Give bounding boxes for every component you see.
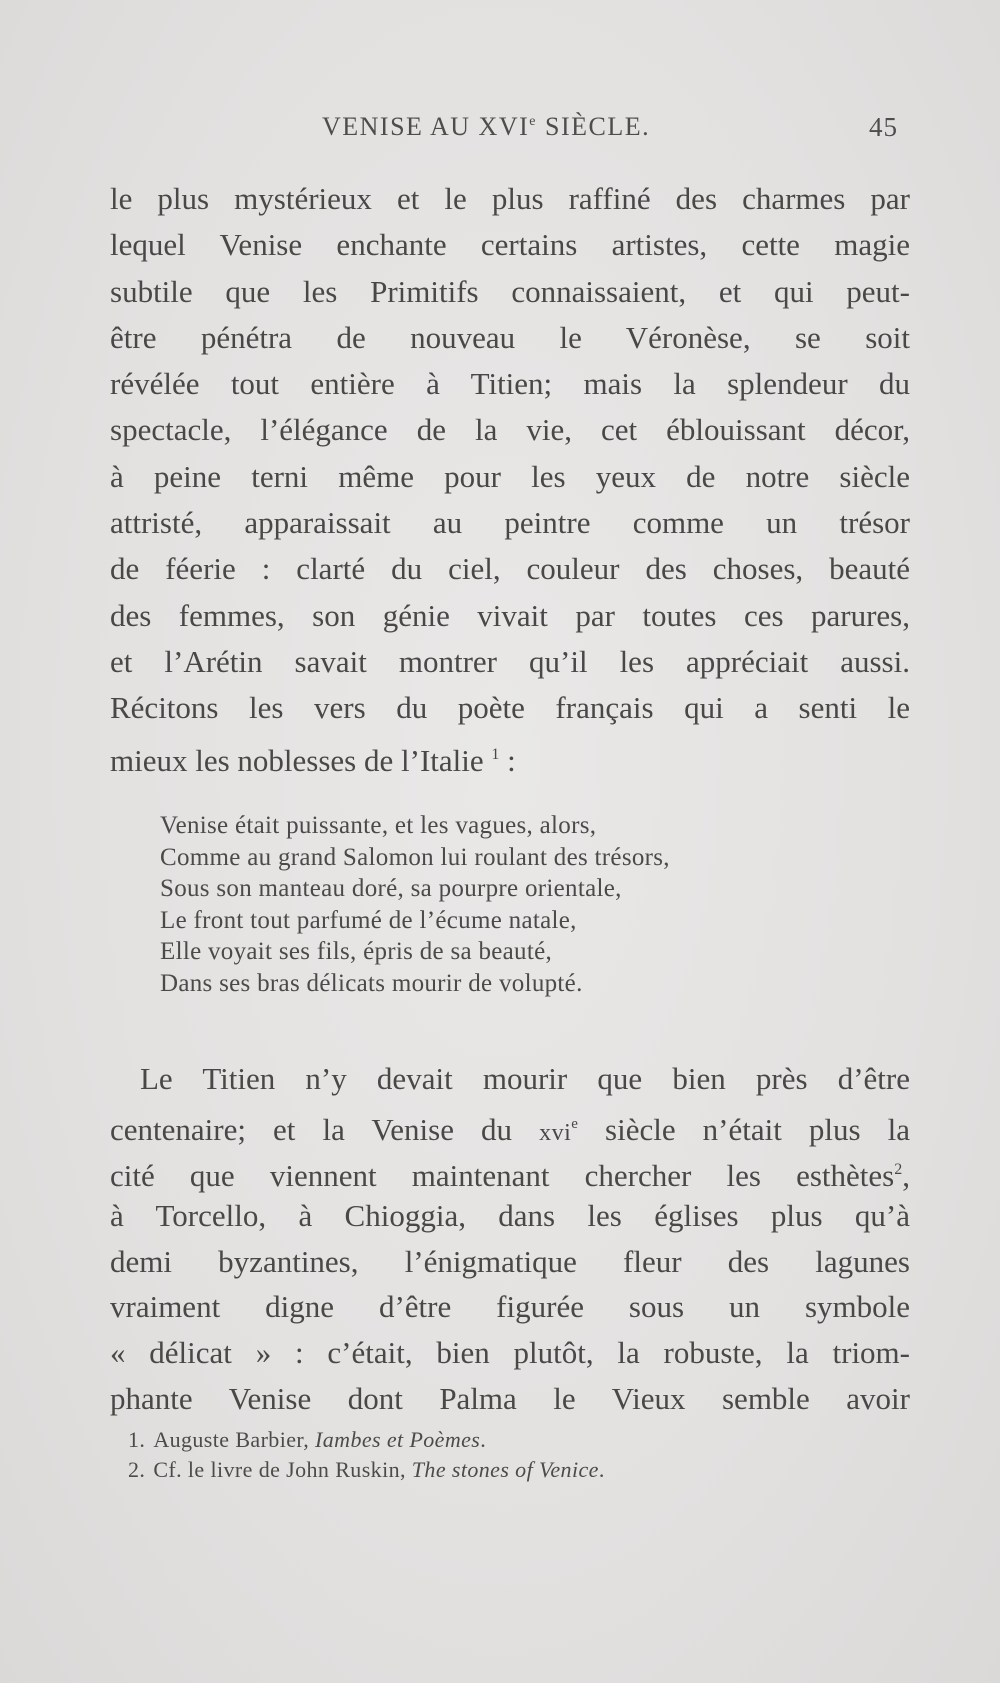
running-head	[110, 112, 910, 152]
text-line: de féerie : clarté du ciel, couleur des choses, beauté	[110, 551, 910, 587]
footnote-1	[128, 1425, 888, 1455]
century-small-caps: xvi	[539, 1119, 572, 1146]
text-line: à Torcello, à Chioggia, dans les églises plus qu’à	[110, 1198, 910, 1234]
running-title-text: VENISE AU XVI	[322, 112, 530, 141]
paragraph-2	[110, 1056, 910, 1422]
last-line-text: mieux les noblesses de l’Italie	[110, 742, 484, 778]
running-title-superscript: e	[529, 114, 537, 129]
footnote-title: Iambes et Poèmes	[315, 1427, 481, 1452]
text-line: « délicat » : c’était, bien plutôt, la robuste, la triom-	[110, 1335, 910, 1371]
text-line: Récitons les vers du poète français qui a senti le	[110, 690, 910, 726]
line-segment: cité que viennent maintenant chercher les esthètes	[110, 1158, 895, 1194]
verse: Dans ses bras délicats mourir de volupté.	[160, 969, 583, 997]
text-line: à peine terni même pour les yeux de notre siècle	[110, 458, 910, 494]
footnote-end: .	[480, 1427, 487, 1452]
text-line: Le Titien n’y devait mourir que bien près d’être	[140, 1061, 910, 1096]
text-line: des femmes, son génie vivait par toutes ces parures,	[110, 597, 910, 633]
text-line: et l’Arétin savait montrer qu’il les appréciait aussi.	[110, 643, 910, 679]
page-number: 45	[869, 112, 898, 142]
text-line: phante Venise dont Palma le Vieux semble avoir	[110, 1380, 910, 1416]
text-line: vraiment digne d’être figurée sous un symbole	[110, 1289, 910, 1325]
footnote-2	[128, 1455, 888, 1485]
text-line: lequel Venise enchante certains artistes, cette magie	[110, 227, 910, 263]
footnote-text: Auguste Barbier,	[153, 1427, 316, 1452]
line-segment: siècle n’était plus la	[577, 1111, 910, 1147]
line-segment: ,	[902, 1158, 910, 1194]
footnotes	[128, 1425, 888, 1485]
footnote-text: Cf. le livre de John Ruskin,	[153, 1457, 412, 1482]
footnote-number: 2.	[128, 1457, 146, 1482]
footnote-ref-2: 2	[894, 1161, 903, 1179]
verse: Le front tout parfumé de l’écume natale,	[160, 906, 577, 934]
text-line	[110, 1102, 910, 1148]
paragraph-1	[110, 176, 910, 778]
verse: Comme au grand Salomon lui roulant des trésors,	[160, 843, 670, 871]
verse: Sous son manteau doré, sa pourpre orientale,	[160, 875, 622, 903]
last-line-end: :	[499, 742, 516, 778]
verse: Venise était puissante, et les vagues, alors,	[160, 812, 597, 839]
footnote-ref-1: 1	[491, 745, 500, 763]
poem-quotation	[160, 810, 860, 1000]
text-line	[110, 1147, 910, 1193]
running-title-end: SIÈCLE.	[536, 112, 651, 141]
running-title	[322, 112, 650, 142]
text-line: subtile que les Primitifs connaissaient, et qui peut-	[110, 273, 910, 309]
footnote-end: .	[598, 1457, 605, 1482]
text-line: révélée tout entière à Titien; mais la splendeur du	[110, 366, 910, 402]
line-segment: centenaire; et la Venise du	[110, 1111, 540, 1147]
text-line: spectacle, l’élégance de la vie, cet éblouissant décor,	[110, 412, 910, 448]
footnote-title: The stones of Venice	[411, 1457, 599, 1482]
text-line: attristé, apparaissait au peintre comme un trésor	[110, 505, 910, 541]
verse: Elle voyait ses fils, épris de sa beauté,	[160, 938, 553, 966]
text-line: demi byzantines, l’énigmatique fleur des lagunes	[110, 1243, 910, 1279]
footnote-number: 1.	[128, 1427, 146, 1452]
text-line: être pénétra de nouveau le Véronèse, se soit	[110, 319, 910, 355]
century-superscript: e	[571, 1115, 578, 1132]
text-line: le plus mystérieux et le plus raffiné des charmes par	[110, 181, 910, 216]
text-line-last	[110, 732, 910, 778]
